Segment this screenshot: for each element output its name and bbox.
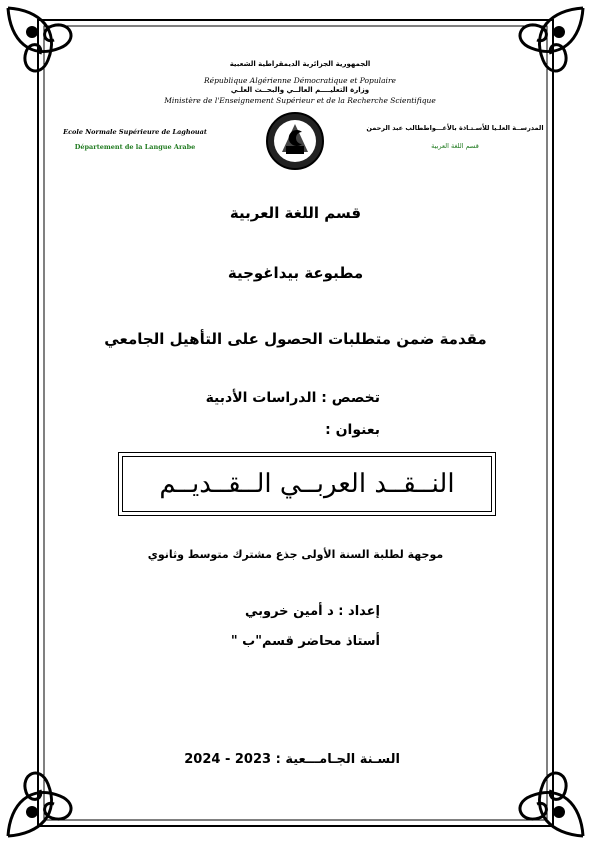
title-label: بعنوان : — [325, 422, 380, 438]
department-name-french: Département de la Langue Arabe — [74, 143, 196, 151]
document-purpose: مقدمة ضمن متطلبات الحصول على التأهيل الجامعي — [104, 330, 487, 348]
header-ministry-french: Ministère de l'Enseignement Supérieur et de la Recherche Scientifique — [164, 96, 436, 105]
academic-year: السـنة الجـامـــعية : 2023 - 2024 — [184, 752, 400, 767]
institution-name-latin: Ecole Normale Supérieure de Laghouat — [63, 128, 207, 136]
header-republic-french: République Algérienne Démocratique et Populaire — [204, 76, 396, 85]
header-ministry-arabic: وزارة التعليــــم العالــي والبحــث العلـي — [230, 86, 370, 94]
corner-ornament-top-left — [8, 8, 71, 71]
department-name-arabic: قسم اللغة العربية — [431, 142, 479, 150]
author-rank: أستاذ محاضر قسم"ب " — [230, 634, 380, 649]
corner-ornament-top-right — [520, 8, 583, 71]
title-box — [118, 452, 496, 516]
author-line: إعداد : د أمين خروبي — [244, 604, 380, 619]
specialty-line: تخصص : الدراسات الأدبية — [205, 390, 380, 406]
institution-name-arabic: المدرســة العلـيا للأسـتـاذة بالأغـــواططالب عبد الرحمن — [366, 124, 544, 132]
audience-line: موجهة لطلبة السنة الأولى جذع مشترك متوسط وثانوي — [147, 548, 444, 561]
document-title: النــقــد العربــي الــقــديــم — [122, 456, 492, 512]
header-republic-arabic: الجمهورية الجزائرية الديمقراطية الشعبية — [229, 60, 371, 68]
department-heading: قسم اللغة العربية — [229, 204, 362, 222]
algeria-emblem-icon — [262, 110, 328, 172]
document-type: مطبوعة بيداغوجية — [227, 264, 364, 282]
